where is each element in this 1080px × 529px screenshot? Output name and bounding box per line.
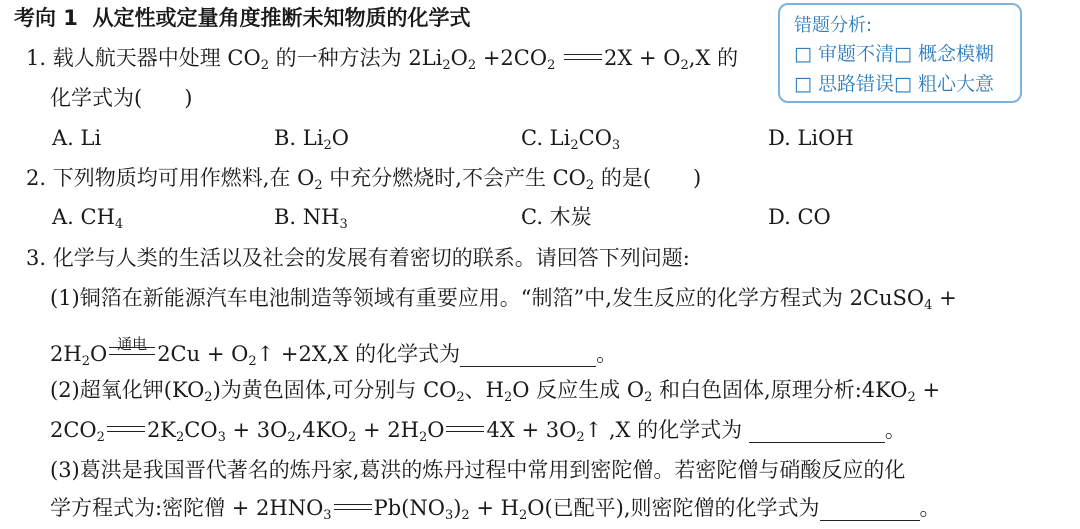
error-options-row-1 <box>794 39 994 66</box>
q2-option-a[interactable]: A. $CH_4$ <box>52 205 124 232</box>
q1-option-b[interactable]: B. $Li_2O$ <box>274 126 349 153</box>
electrolysis-condition: 通电 <box>107 336 157 364</box>
answer-blank-part1[interactable] <box>460 344 596 367</box>
q1-option-c[interactable]: C. $Li_2CO_3$ <box>521 126 621 153</box>
error-analysis-box <box>778 3 1022 103</box>
q2-option-b[interactable]: B. $NH_3$ <box>274 205 348 232</box>
q2-option-d[interactable]: D. CO <box>768 205 831 229</box>
checkbox-vague-concept[interactable]: □ 概念模糊 <box>894 43 994 65</box>
q1-option-d[interactable]: D. LiOH <box>768 126 854 150</box>
answer-blank-part3[interactable] <box>820 498 920 521</box>
q2-stem: 2. 下列物质均可用作燃料,在 $O_2$ 中充分燃烧时,不会产生 $CO_2$ 的是( ) <box>26 166 702 193</box>
q2-option-c[interactable]: C. 木炭 <box>521 205 592 229</box>
q3-stem: 3. 化学与人类的生活以及社会的发展有着密切的联系。请回答下列问题: <box>26 246 690 270</box>
q1-stem-line2: 化学式为( ) <box>50 86 193 110</box>
answer-blank-part2[interactable] <box>749 420 885 443</box>
section-title: 从定性或定量角度推断未知物质的化学式 <box>92 6 471 30</box>
q1-stem: 1. 载人航天器中处理 $CO_2$ 的一种方法为 $2Li_2O_2 +2CO_2$ $2X + O_2,X$ 的 <box>26 46 739 73</box>
section-heading <box>14 4 471 32</box>
section-label: 考向 1 <box>14 6 78 30</box>
checkbox-wrong-approach[interactable]: □ 思路错误 <box>794 73 894 95</box>
equals-sign <box>562 52 604 64</box>
q3-part3-line1: (3)葛洪是我国晋代著名的炼丹家,葛洪的炼丹过程中常用到密陀僧。若密陀僧与硝酸反应的化 <box>50 458 906 482</box>
q3-part3-line2: 学方程式为:密陀僧 + $2HNO_3$ $Pb(NO_3)_2 + H_2O$(已配平),则密陀僧的化学式为 。 <box>50 496 941 523</box>
q3-part2-line1: (2)超氧化钾$(KO_2)$为黄色固体,可分别与 $CO_2$、$H_2O$ 反应生成 $O_2$ 和白色固体,原理分析$:4KO_2$ + <box>50 378 941 405</box>
q3-part2-line2: $2CO_2$ $2K_2CO_3 + 3O_2,4KO_2 + 2H_2O$ $4X + 3O_2↑$ ,X 的化学式为 。 <box>50 418 906 445</box>
q1-option-a[interactable]: A. Li <box>52 126 102 150</box>
q3-part1-line1: (1)铜箔在新能源汽车电池制造等领域有重要应用。“制箔”中,发生反应的化学方程式为 2CuSO$_4$ + <box>50 286 957 313</box>
checkbox-careless-reading[interactable]: □ 审题不清 <box>794 43 894 65</box>
error-options-row-2 <box>794 69 994 96</box>
checkbox-careless-mistake[interactable]: □ 粗心大意 <box>894 73 994 95</box>
q3-part1-line2: $2H_2O$ 通电 $2Cu + O_2↑ +2X,X$ 的化学式为 。 <box>50 335 618 369</box>
error-analysis-title: 错题分析: <box>794 15 873 36</box>
